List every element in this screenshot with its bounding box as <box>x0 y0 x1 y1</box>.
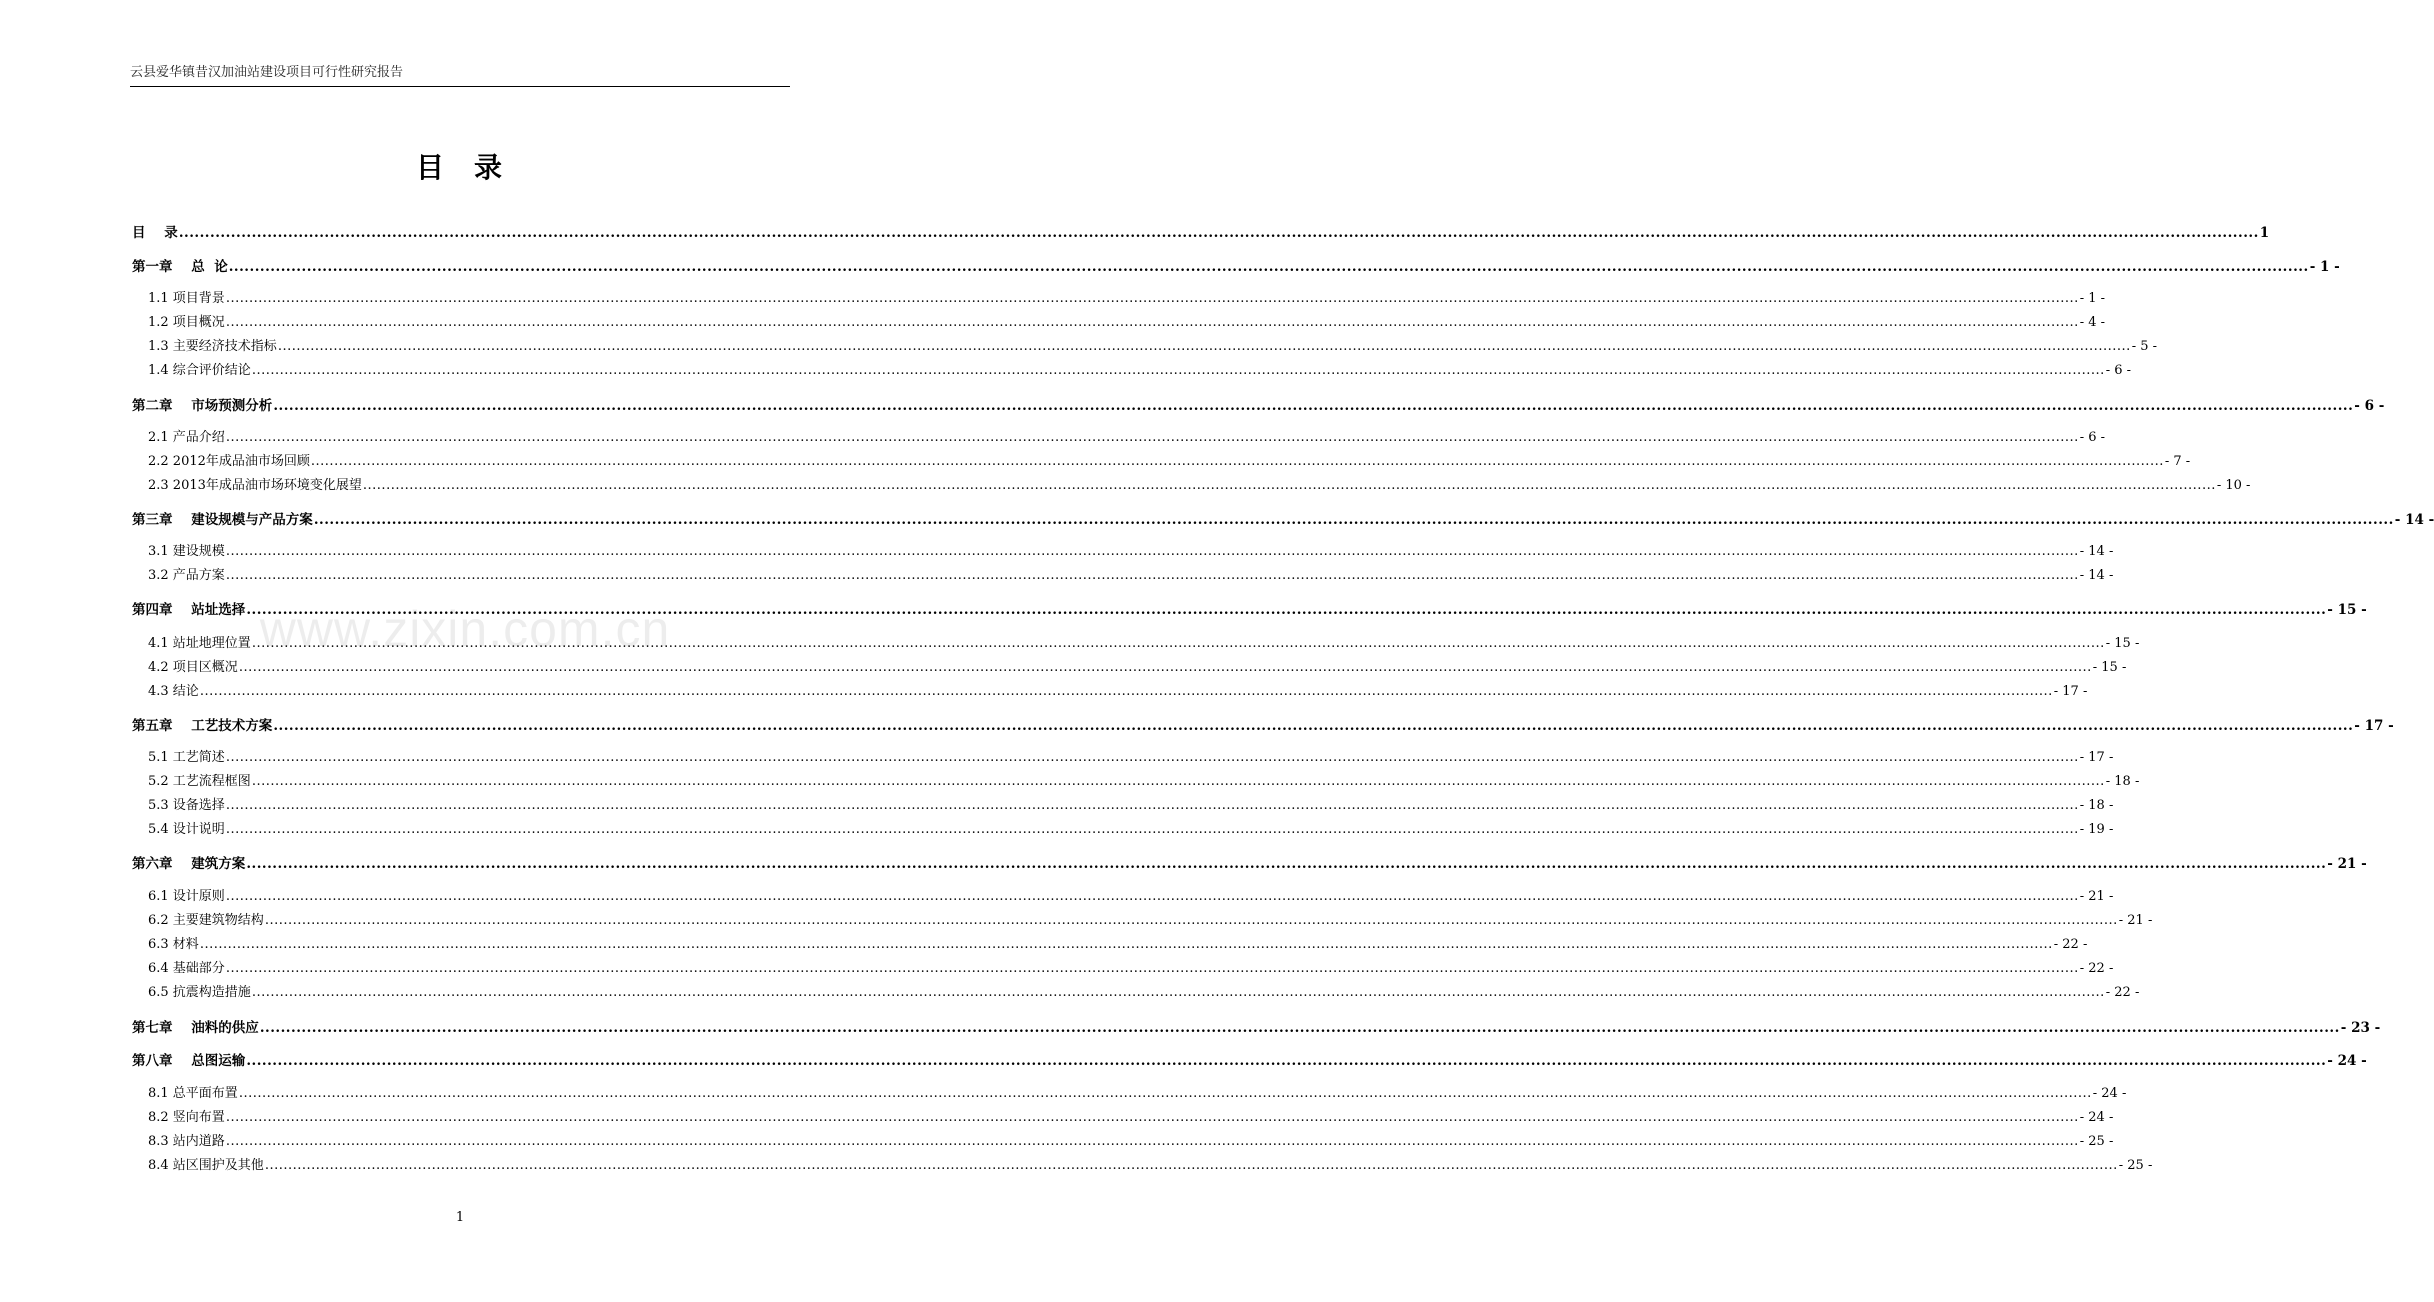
toc-entry-label: 1.2 项目概况 <box>148 315 225 330</box>
toc-entry-page: - 6 - <box>2079 430 2106 445</box>
toc-entry-label: 8.1 总平面布置 <box>148 1086 238 1101</box>
toc-entry-label: 3.2 产品方案 <box>148 568 225 583</box>
toc-chapter-entry[interactable] <box>132 1019 2381 1037</box>
toc-entry-page: - 17 - <box>2053 684 2088 699</box>
toc-dot-leader: ................................................................................................................................................................................................................................................................................................................................................................................................................ <box>225 568 2079 583</box>
toc-entry-label: 8.2 竖向布置 <box>148 1110 225 1125</box>
toc-dot-leader: ................................................................................................................................................................................................................................................................................................................................................................................................................ <box>225 315 2079 330</box>
toc-entry-label: 5.3 设备选择 <box>148 798 225 813</box>
toc-entry-page: - 15 - <box>2105 636 2140 651</box>
toc-entry-page: - 25 - <box>2118 1158 2153 1173</box>
toc-entry-page: - 23 - <box>2340 1020 2381 1036</box>
toc-entry-label: 8.4 站区围护及其他 <box>148 1158 264 1173</box>
toc-section-entry[interactable] <box>148 936 2088 954</box>
toc-dot-leader: ................................................................................................................................................................................................................................................................................................................................................................................................................ <box>251 363 2105 378</box>
toc-entry-label: 第三章 建设规模与产品方案 <box>132 512 313 528</box>
toc-dot-leader: ................................................................................................................................................................................................................................................................................................................................................................................................................ <box>238 660 2092 675</box>
toc-entry-page: - 21 - <box>2327 856 2367 872</box>
toc-dot-leader: ................................................................................................................................................................................................................................................................................................................................................................................................................ <box>199 684 2053 699</box>
toc-entry-label: 6.2 主要建筑物结构 <box>148 913 264 928</box>
toc-entry-label: 1.1 项目背景 <box>148 291 225 306</box>
toc-entry-page: - 18 - <box>2079 798 2114 813</box>
toc-dot-leader: ................................................................................................................................................................................................................................................................................................................................................................................................................ <box>313 512 2394 528</box>
toc-entry-label: 2.1 产品介绍 <box>148 430 225 445</box>
toc-entry-label: 第一章 总 论 <box>132 259 228 275</box>
toc-dot-leader: ................................................................................................................................................................................................................................................................................................................................................................................................................ <box>225 961 2079 976</box>
toc-chapter-entry[interactable] <box>132 1052 2367 1070</box>
toc-chapter-entry[interactable] <box>132 258 2340 276</box>
toc-entry-page: - 5 - <box>2131 339 2158 354</box>
toc-dot-leader: ................................................................................................................................................................................................................................................................................................................................................................................................................ <box>251 774 2105 789</box>
toc-dot-leader: ................................................................................................................................................................................................................................................................................................................................................................................................................ <box>225 291 2079 306</box>
toc-dot-leader: ................................................................................................................................................................................................................................................................................................................................................................................................................ <box>199 937 2053 952</box>
toc-chapter-entry[interactable] <box>132 855 2367 873</box>
watermark: www.zixin.com.cn <box>259 601 671 657</box>
toc-entry-page: - 14 - <box>2079 544 2114 559</box>
toc-entry-page: - 14 - <box>2079 568 2114 583</box>
title-char-1: 目 <box>415 151 446 184</box>
toc-dot-leader: ................................................................................................................................................................................................................................................................................................................................................................................................................ <box>277 339 2131 354</box>
toc-dot-leader: ................................................................................................................................................................................................................................................................................................................................................................................................................ <box>225 750 2079 765</box>
toc-dot-leader: ................................................................................................................................................................................................................................................................................................................................................................................................................ <box>264 913 2118 928</box>
toc-dot-leader: ................................................................................................................................................................................................................................................................................................................................................................................................................ <box>264 1158 2118 1173</box>
toc-section-entry[interactable] <box>148 290 2106 308</box>
toc-section-entry[interactable] <box>148 1133 2114 1151</box>
toc-section-entry[interactable] <box>148 338 2158 356</box>
toc-entry-page: - 21 - <box>2079 889 2114 904</box>
toc-section-entry[interactable] <box>148 683 2088 701</box>
toc-entry-page: - 22 - <box>2053 937 2088 952</box>
toc-entry-page: - 4 - <box>2079 315 2106 330</box>
toc-dot-leader: ................................................................................................................................................................................................................................................................................................................................................................................................................ <box>259 1020 2340 1036</box>
toc-section-entry[interactable] <box>148 749 2114 767</box>
toc-dot-leader: ................................................................................................................................................................................................................................................................................................................................................................................................................ <box>225 1134 2079 1149</box>
toc-section-entry[interactable] <box>148 362 2132 380</box>
toc-chapter-entry[interactable] <box>132 717 2394 735</box>
toc-entry-label: 6.1 设计原则 <box>148 889 225 904</box>
toc-dot-leader: ................................................................................................................................................................................................................................................................................................................................................................................................................ <box>178 225 2259 241</box>
toc-section-entry[interactable] <box>148 888 2114 906</box>
toc-entry-page: - 6 - <box>2105 363 2132 378</box>
toc-entry-page: - 24 - <box>2079 1110 2114 1125</box>
toc-dot-leader: ................................................................................................................................................................................................................................................................................................................................................................................................................ <box>225 889 2079 904</box>
toc-dot-leader: ................................................................................................................................................................................................................................................................................................................................................................................................................ <box>273 718 2354 734</box>
toc-entry-page: - 24 - <box>2327 1053 2367 1069</box>
toc-entry-label: 4.1 站址地理位置 <box>148 636 251 651</box>
toc-entry-page: - 22 - <box>2105 985 2140 1000</box>
toc-chapter-entry[interactable] <box>132 511 2434 529</box>
toc-section-entry[interactable] <box>148 453 2191 471</box>
title-char-2: 录 <box>474 151 505 184</box>
toc-section-entry[interactable] <box>148 773 2140 791</box>
toc-entry-label: 6.4 基础部分 <box>148 961 225 976</box>
toc-entry-page: - 14 - <box>2394 512 2434 528</box>
toc-chapter-entry[interactable] <box>132 224 2270 242</box>
toc-entry-label: 5.2 工艺流程框图 <box>148 774 251 789</box>
toc-section-entry[interactable] <box>148 659 2127 677</box>
toc-entry-page: - 25 - <box>2079 1134 2114 1149</box>
toc-entry-page: - 1 - <box>2309 259 2340 275</box>
toc-entry-page: - 21 - <box>2118 913 2153 928</box>
toc-entry-label: 8.3 站内道路 <box>148 1134 225 1149</box>
toc-dot-leader: ................................................................................................................................................................................................................................................................................................................................................................................................................ <box>310 454 2164 469</box>
toc-entry-label: 1.3 主要经济技术指标 <box>148 339 277 354</box>
toc-dot-leader: ................................................................................................................................................................................................................................................................................................................................................................................................................ <box>225 1110 2079 1125</box>
toc-entry-page: - 17 - <box>2079 750 2114 765</box>
toc-entry-page: - 17 - <box>2354 718 2394 734</box>
running-header: 云县爱华镇昔汉加油站建设项目可行性研究报告 <box>130 64 790 87</box>
toc-entry-page: - 6 - <box>2354 398 2385 414</box>
toc-entry-label: 第四章 站址选择 <box>132 602 246 618</box>
toc-dot-leader: ................................................................................................................................................................................................................................................................................................................................................................................................................ <box>238 1086 2092 1101</box>
toc-dot-leader: ................................................................................................................................................................................................................................................................................................................................................................................................................ <box>225 430 2079 445</box>
page-number: 1 <box>455 1210 465 1225</box>
toc-dot-leader: ................................................................................................................................................................................................................................................................................................................................................................................................................ <box>228 259 2309 275</box>
toc-entry-label: 2.2 2012年成品油市场回顾 <box>148 454 310 469</box>
toc-section-entry[interactable] <box>148 1085 2127 1103</box>
toc-section-entry[interactable] <box>148 797 2114 815</box>
toc-entry-page: - 1 - <box>2079 291 2106 306</box>
toc-chapter-entry[interactable] <box>132 397 2385 415</box>
toc-entry-page: - 10 - <box>2216 478 2251 493</box>
toc-dot-leader: ................................................................................................................................................................................................................................................................................................................................................................................................................ <box>225 822 2079 837</box>
toc-entry-label: 1.4 综合评价结论 <box>148 363 251 378</box>
toc-dot-leader: ................................................................................................................................................................................................................................................................................................................................................................................................................ <box>225 544 2079 559</box>
toc-entry-label: 第八章 总图运输 <box>132 1053 246 1069</box>
toc-dot-leader: ................................................................................................................................................................................................................................................................................................................................................................................................................ <box>246 856 2327 872</box>
toc-entry-label: 第七章 油料的供应 <box>132 1020 259 1036</box>
toc-section-entry[interactable] <box>148 960 2114 978</box>
toc-entry-page: - 19 - <box>2079 822 2114 837</box>
toc-entry-page: 1 <box>2259 225 2270 241</box>
toc-section-entry[interactable] <box>148 821 2114 839</box>
toc-entry-label: 5.1 工艺简述 <box>148 750 225 765</box>
toc-dot-leader: ................................................................................................................................................................................................................................................................................................................................................................................................................ <box>225 798 2079 813</box>
toc-entry-label: 4.3 结论 <box>148 684 199 699</box>
toc-entry-page: - 22 - <box>2079 961 2114 976</box>
toc-section-entry[interactable] <box>148 984 2140 1002</box>
toc-section-entry[interactable] <box>148 314 2106 332</box>
toc-section-entry[interactable] <box>148 543 2114 561</box>
toc-section-entry[interactable] <box>148 635 2140 653</box>
toc-section-entry[interactable] <box>148 567 2114 585</box>
toc-section-entry[interactable] <box>148 1109 2114 1127</box>
toc-entry-label: 2.3 2013年成品油市场环境变化展望 <box>148 478 362 493</box>
toc-entry-label: 第二章 市场预测分析 <box>132 398 273 414</box>
toc-entry-page: - 7 - <box>2164 454 2191 469</box>
toc-entry-label: 6.5 抗震构造措施 <box>148 985 251 1000</box>
toc-chapter-entry[interactable] <box>132 601 2367 619</box>
toc-entry-page: - 24 - <box>2092 1086 2127 1101</box>
toc-entry-label: 4.2 项目区概况 <box>148 660 238 675</box>
toc-entry-label: 5.4 设计说明 <box>148 822 225 837</box>
toc-entry-page: - 15 - <box>2092 660 2127 675</box>
toc-dot-leader: ................................................................................................................................................................................................................................................................................................................................................................................................................ <box>251 636 2105 651</box>
toc-entry-label: 目 录 <box>132 225 178 241</box>
toc-section-entry[interactable] <box>148 429 2106 447</box>
toc-dot-leader: ................................................................................................................................................................................................................................................................................................................................................................................................................ <box>246 1053 2327 1069</box>
toc-entry-label: 第五章 工艺技术方案 <box>132 718 273 734</box>
toc-entry-label: 第六章 建筑方案 <box>132 856 246 872</box>
toc-dot-leader: ................................................................................................................................................................................................................................................................................................................................................................................................................ <box>246 602 2327 618</box>
toc-entry-label: 6.3 材料 <box>148 937 199 952</box>
toc-entry-label: 3.1 建设规模 <box>148 544 225 559</box>
toc-entry-page: - 18 - <box>2105 774 2140 789</box>
toc-section-entry[interactable] <box>148 477 2251 495</box>
toc-dot-leader: ................................................................................................................................................................................................................................................................................................................................................................................................................ <box>362 478 2216 493</box>
toc-entry-page: - 15 - <box>2327 602 2367 618</box>
toc-section-entry[interactable] <box>148 1157 2153 1175</box>
toc-dot-leader: ................................................................................................................................................................................................................................................................................................................................................................................................................ <box>273 398 2354 414</box>
toc-dot-leader: ................................................................................................................................................................................................................................................................................................................................................................................................................ <box>251 985 2105 1000</box>
toc-section-entry[interactable] <box>148 912 2153 930</box>
